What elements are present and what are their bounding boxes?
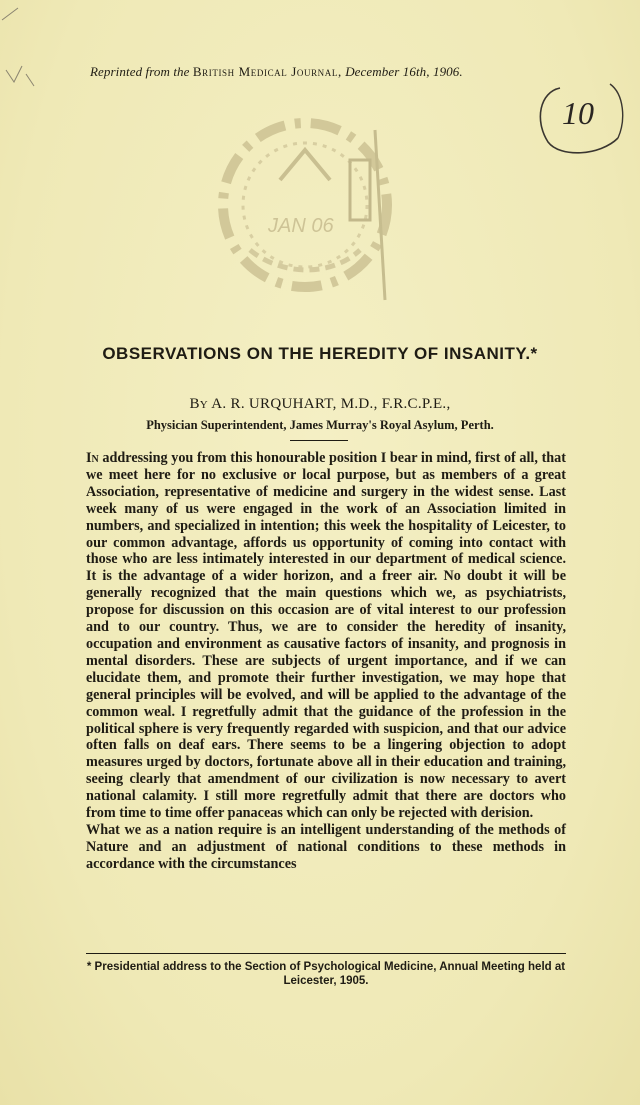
footnote: * Presidential address to the Section of Psychological Medicine, Annual Meeting held at Leicester, 1905.	[86, 961, 566, 987]
author-affiliation: Physician Superintendent, James Murray's Royal Asylum, Perth.	[146, 418, 494, 432]
reprint-header	[90, 64, 560, 80]
corner-pencil-mark	[0, 0, 60, 100]
paragraph-1-text: addressing you from this honourable position I bear in mind, first of all, that we meet here for no exclusive or local purpose, but as members of a great Association, representative of medicine and surgery in the widest sense. Last week many of us were engaged in the work of an Association limited in numbers, and specialized in intention; this week the hospitality of Leicester, to our common advantage, affords us opportunity of coming into contact with those who are less intimately interested in our department of medical science. It is the advantage of a wider horizon, and a freer air. No doubt it will be generally recognized that the main questions which we, as psychiatrists, propose for discussion on this occasion are of vital interest to our profession and to our country. Thus, we are to consider the heredity of insanity, occupation and environment as causative factors of insanity, and prognosis in mental disorders. These are subjects of urgent importance, and if we can elucidate them, and promote their further investigation, we may hope that general principles will be evolved, and will be applied to the advantage of the common weal. I regretfully admit that the guidance of the profession in the political sphere is very frequently regarded with suspicion, and that our advice often falls on deaf ears. There seems to be a lingering objection to adopt measures urged by doctors, fortunate above all in their education and training, seeing clearly that amendment of our civilization is now necessary to avert national calamity. I still more regretfully admit that there are doctors who from time to time offer panaceas which can only be rejected with derision.	[86, 450, 567, 822]
author-name: A. R. URQUHART, M.D., F.R.C.P.E.,	[211, 396, 451, 412]
title-divider	[290, 440, 348, 441]
header-prefix: Reprinted from the	[90, 64, 190, 79]
pencil-page-number	[530, 80, 630, 160]
stamp-date-text: JAN 06	[268, 215, 334, 237]
footnote-divider	[86, 953, 566, 954]
byline	[60, 396, 580, 413]
header-date: December 16th, 1906.	[345, 64, 463, 79]
article-title: OBSERVATIONS ON THE HEREDITY OF INSANITY.*	[102, 344, 538, 363]
byline-by: By	[189, 396, 209, 412]
paragraph-2: What we as a nation require is an intelligent understanding of the methods of Nature and an adjustment of national conditions to these methods in accordance with the circumstances	[86, 821, 566, 872]
header-journal: British Medical Journal,	[192, 64, 342, 79]
lead-in: In	[86, 450, 99, 466]
pencil-number-text: 10	[562, 95, 594, 131]
article-body	[86, 450, 566, 873]
paragraph-1	[86, 450, 566, 822]
library-stamp	[210, 100, 400, 310]
